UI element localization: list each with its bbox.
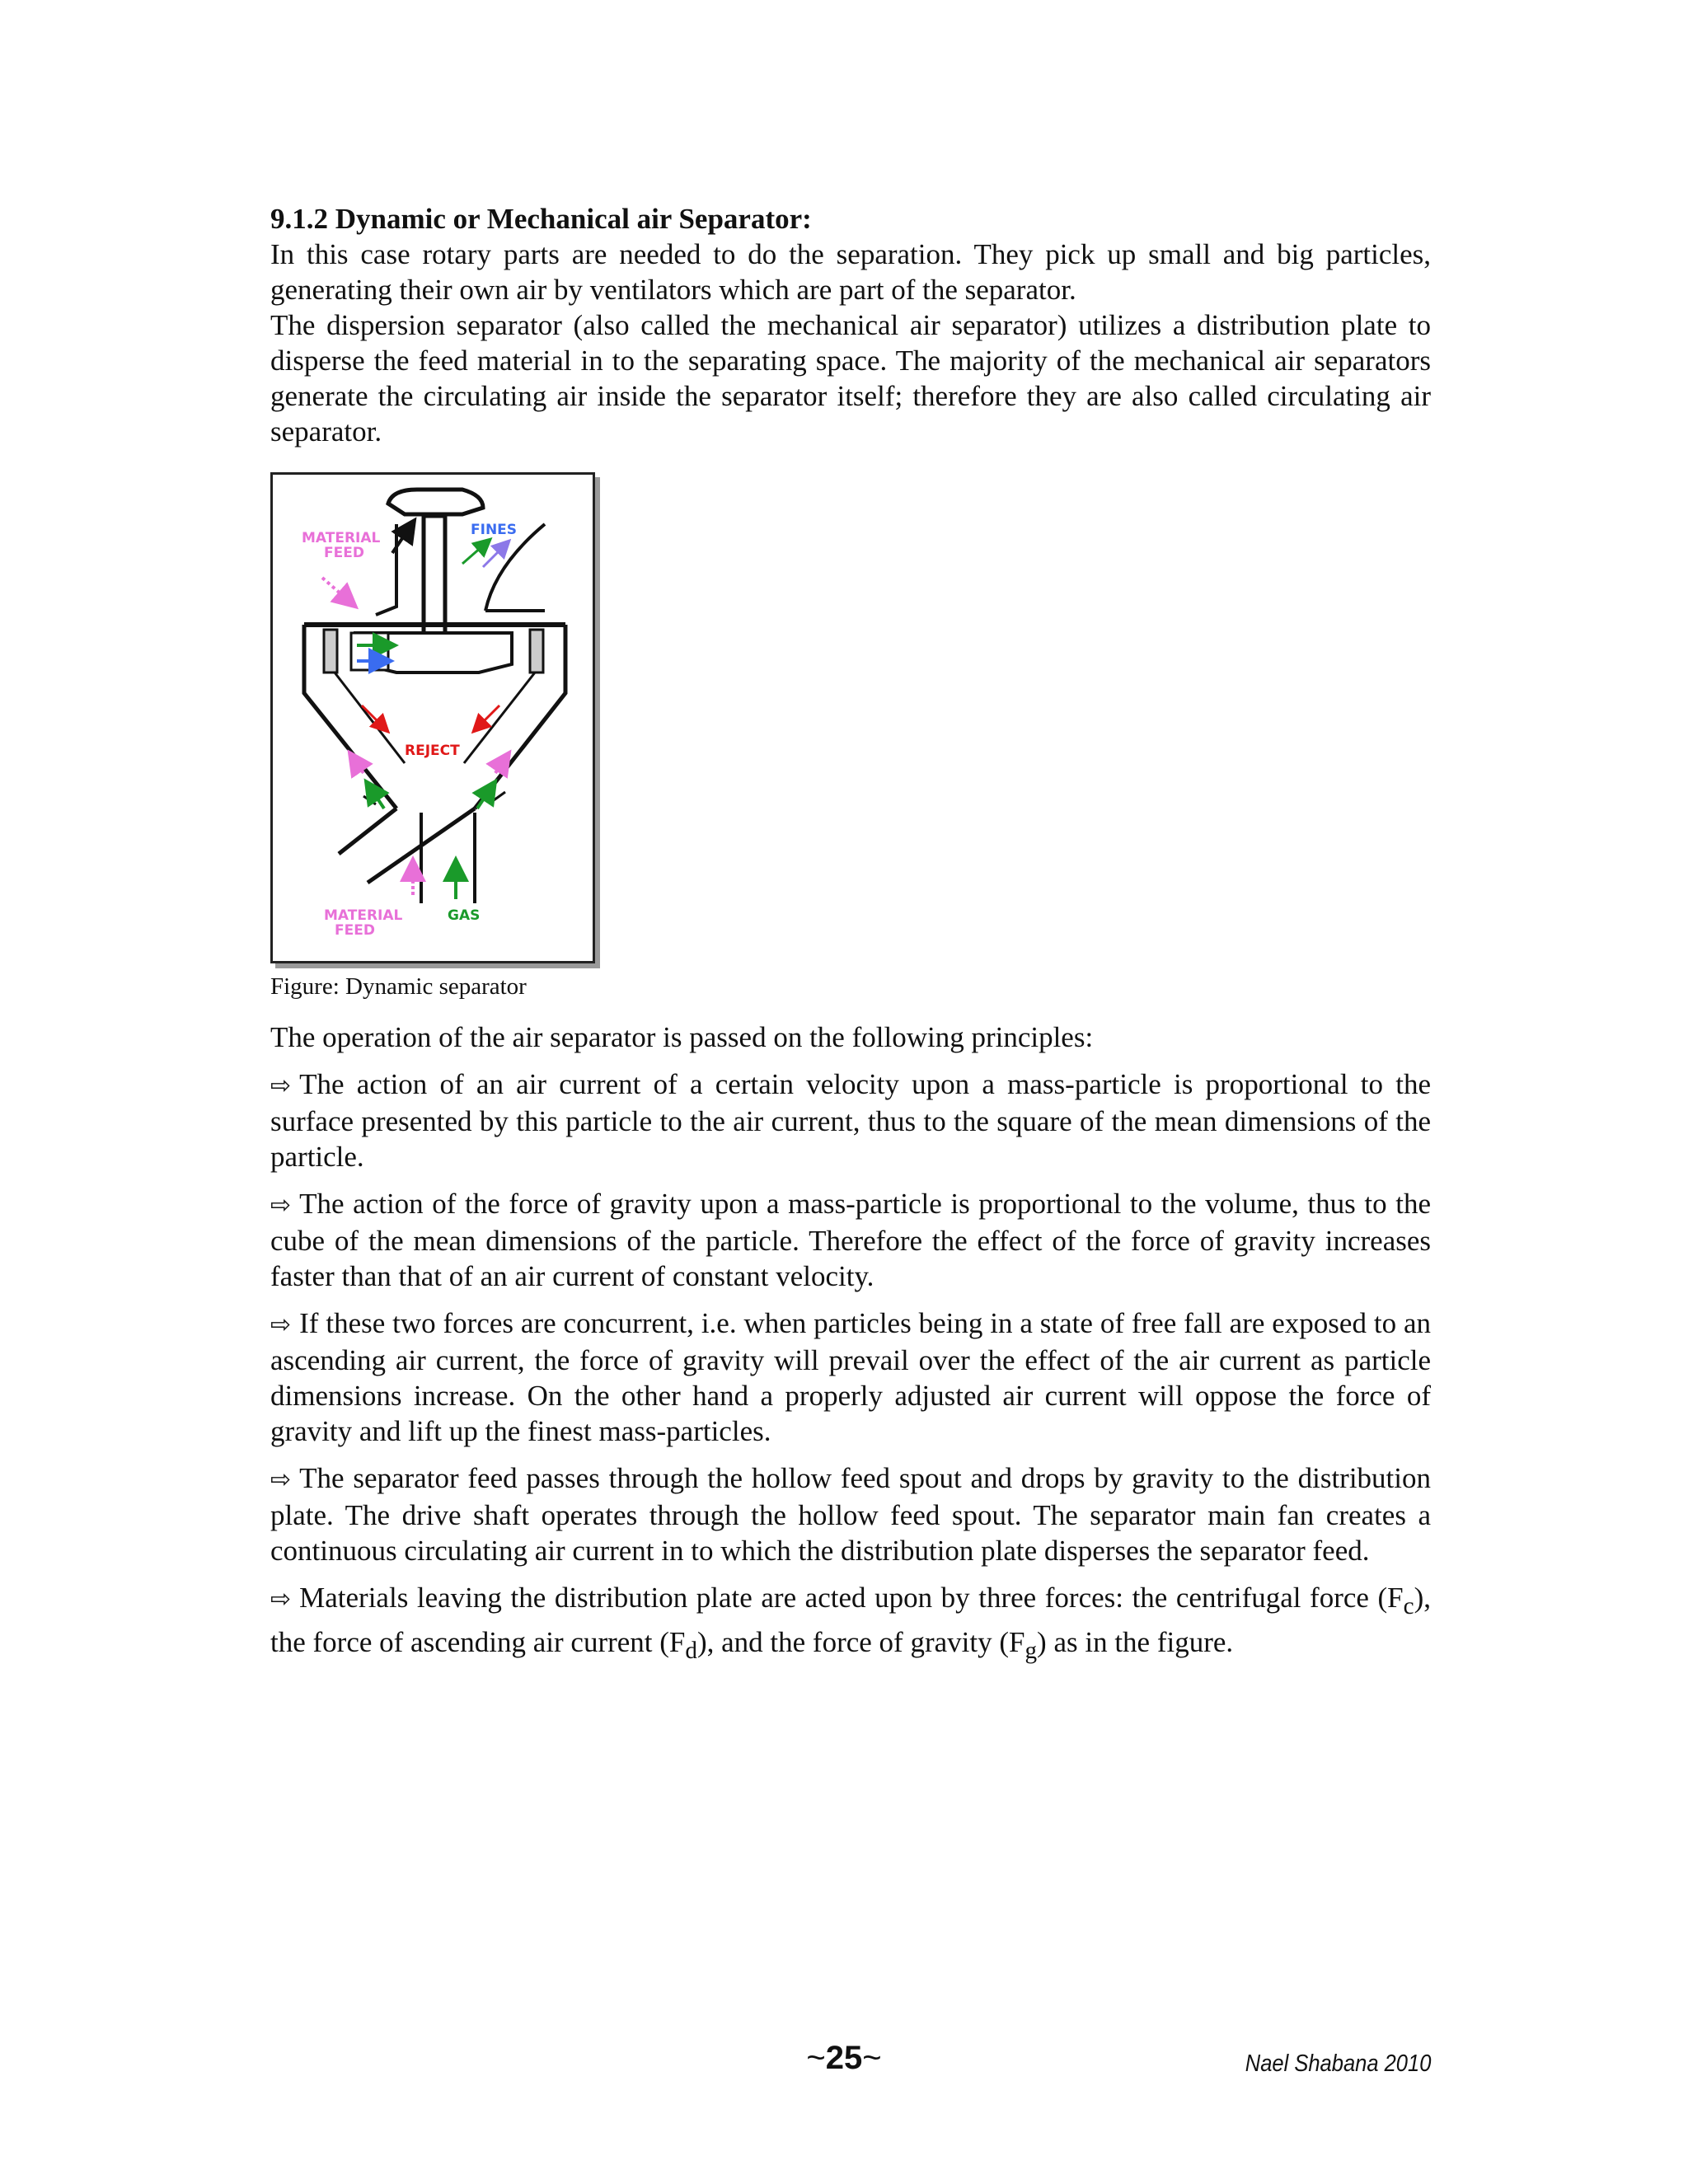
- dynamic-separator-diagram: [273, 475, 593, 961]
- label-gas: GAS: [448, 907, 481, 924]
- fines-arrow-green: [462, 541, 489, 564]
- fines-arrow-purple: [483, 542, 508, 567]
- arrow-bullet-icon: ⇨: [270, 1071, 292, 1100]
- footer-author: Nael Shabana 2010: [1245, 2050, 1431, 2077]
- principle-4: ⇨ The separator feed passes through the hollow feed spout and drops by gravity to the distribution plate. The drive shaft operates through the hollow feed spout. The separator main fan creates a continuous circulating air current in to which the distribution plate disperses the separator feed.: [270, 1462, 1431, 1567]
- page-number: ~25~: [806, 2040, 882, 2076]
- page-content: [270, 201, 1431, 1669]
- reject-arrow-left: [362, 705, 387, 730]
- principle-5: ⇨ Materials leaving the distribution plate are acted upon by three forces: the centrifugal force $(F_c)$, the force of ascending air current $(F_d)$, and the force of gravity $(F_g)$ as in the figure.: [270, 1582, 1431, 1664]
- label-material-feed-bottom-1: MATERIAL: [324, 907, 403, 924]
- section-heading: 9.1.2 Dynamic or Mechanical air Separator:: [270, 203, 812, 235]
- label-material-feed-top-1: MATERIAL: [302, 530, 381, 546]
- principles-intro: The operation of the air separator is passed on the following principles:: [270, 1021, 1094, 1053]
- figure-caption: Figure: Dynamic separator: [270, 973, 527, 1000]
- arrow-bullet-icon: ⇨: [270, 1465, 292, 1494]
- arrow-bullet-icon: ⇨: [270, 1585, 292, 1614]
- label-reject: REJECT: [405, 743, 460, 759]
- separator-figure: [270, 472, 595, 963]
- principle-2: ⇨ The action of the force of gravity upon a mass-particle is proportional to the volume, thus to the cube of the mean dimensions of the particle. Therefore the effect of the force of gravity increases faster than that of an air current of constant velocity.: [270, 1188, 1431, 1292]
- principle-3: ⇨ If these two forces are concurrent, i.e. when particles being in a state of free fall are exposed to an ascending air current, the force of gravity will prevail over the effect of the air current as particle dimensions increase. On the other hand a properly adjusted air current will oppose the force of gravity and lift up the finest mass-particles.: [270, 1307, 1431, 1447]
- reject-arrow-right: [475, 705, 499, 730]
- feed-arrow-top: [322, 578, 354, 605]
- intro-paragraph-1: In this case rotary parts are needed to do the separation. They pick up small and big particles, generating their own air by ventilators which are part of the separator.: [270, 238, 1431, 306]
- fan-cap: [388, 490, 483, 514]
- label-material-feed-top-2: FEED: [324, 545, 364, 561]
- label-material-feed-bottom-2: FEED: [335, 922, 375, 939]
- principle-1: ⇨ The action of an air current of a certain velocity upon a mass-particle is proportional to the surface presented by this particle to the air current, thus to the square of the mean dimensions of the particle.: [270, 1068, 1431, 1173]
- label-fines: FINES: [471, 522, 518, 538]
- arrow-bullet-icon: ⇨: [270, 1310, 292, 1339]
- arrow-bullet-icon: ⇨: [270, 1191, 292, 1220]
- intro-paragraph-2: The dispersion separator (also called the mechanical air separator) utilizes a distribution plate to disperse the feed material in to the separating space. The majority of the mechanical air separators generate the circulating air inside the separator itself; therefore they are also called circulating air separator.: [270, 309, 1431, 448]
